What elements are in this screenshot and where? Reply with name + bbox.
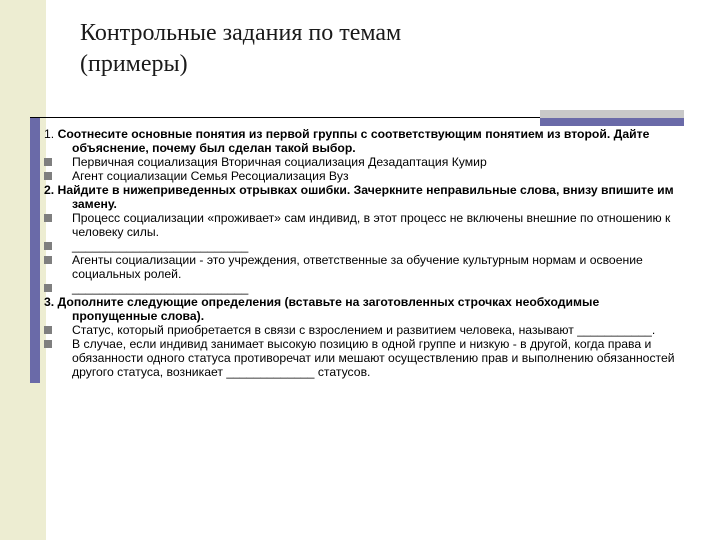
slide-title-line-1: Контрольные задания по темам bbox=[80, 20, 402, 46]
list-item: Агент социализации Семья Ресоциализация Вуз bbox=[42, 169, 682, 183]
slide-content bbox=[42, 127, 682, 379]
slide-title bbox=[80, 18, 401, 80]
left-purple-bar bbox=[30, 118, 40, 383]
square-bullet-icon bbox=[44, 158, 52, 166]
title-divider-line bbox=[30, 117, 540, 118]
task-1-heading bbox=[42, 127, 682, 155]
task-2-heading: 2. Найдите в нижеприведенных отрывках ошибки. Зачеркните неправильные слова, внизу впишите им замену. bbox=[44, 183, 674, 211]
square-bullet-icon bbox=[44, 214, 52, 222]
task-3-heading: 3. Дополните следующие определения (вставьте на заготовленных строчках необходимые пропущенные слова). bbox=[44, 295, 600, 323]
list-item: В случае, если индивид занимает высокую позицию в одной группе и низкую - в другой, когда права и обязанности одного статуса противоречат или мешают осуществлению прав и выполнению обязанностей другого статуса, возникает _____________ статусов. bbox=[42, 337, 682, 379]
list-item: Статус, который приобретается в связи с взрослением и развитием человека, называют ___________. bbox=[42, 323, 682, 337]
square-bullet-icon bbox=[44, 172, 52, 180]
task-1-number: 1. bbox=[44, 127, 58, 141]
task-1-heading-text: Соотнесите основные понятия из первой группы с соответствующим понятием из второй. Дайте объяснение, почему был сделан такой выбор. bbox=[57, 127, 650, 155]
title-divider-purple-block bbox=[540, 118, 684, 126]
square-bullet-icon bbox=[44, 340, 52, 348]
square-bullet-icon bbox=[44, 256, 52, 264]
list-item: __________________________ bbox=[42, 281, 682, 295]
slide-title-line-2: (примеры) bbox=[80, 51, 188, 77]
square-bullet-icon bbox=[44, 284, 52, 292]
square-bullet-icon bbox=[44, 242, 52, 250]
list-item: Агенты социализации - это учреждения, ответственные за обучение культурным нормам и освоение социальных ролей. bbox=[42, 253, 682, 281]
title-divider-gray-block bbox=[540, 110, 684, 118]
square-bullet-icon bbox=[44, 326, 52, 334]
list-item: Процесс социализации «проживает» сам индивид, в этот процесс не включены внешние по отношению к человеку силы. bbox=[42, 211, 682, 239]
list-item: Первичная социализация Вторичная социализация Дезадаптация Кумир bbox=[42, 155, 682, 169]
list-item: __________________________ bbox=[42, 239, 682, 253]
